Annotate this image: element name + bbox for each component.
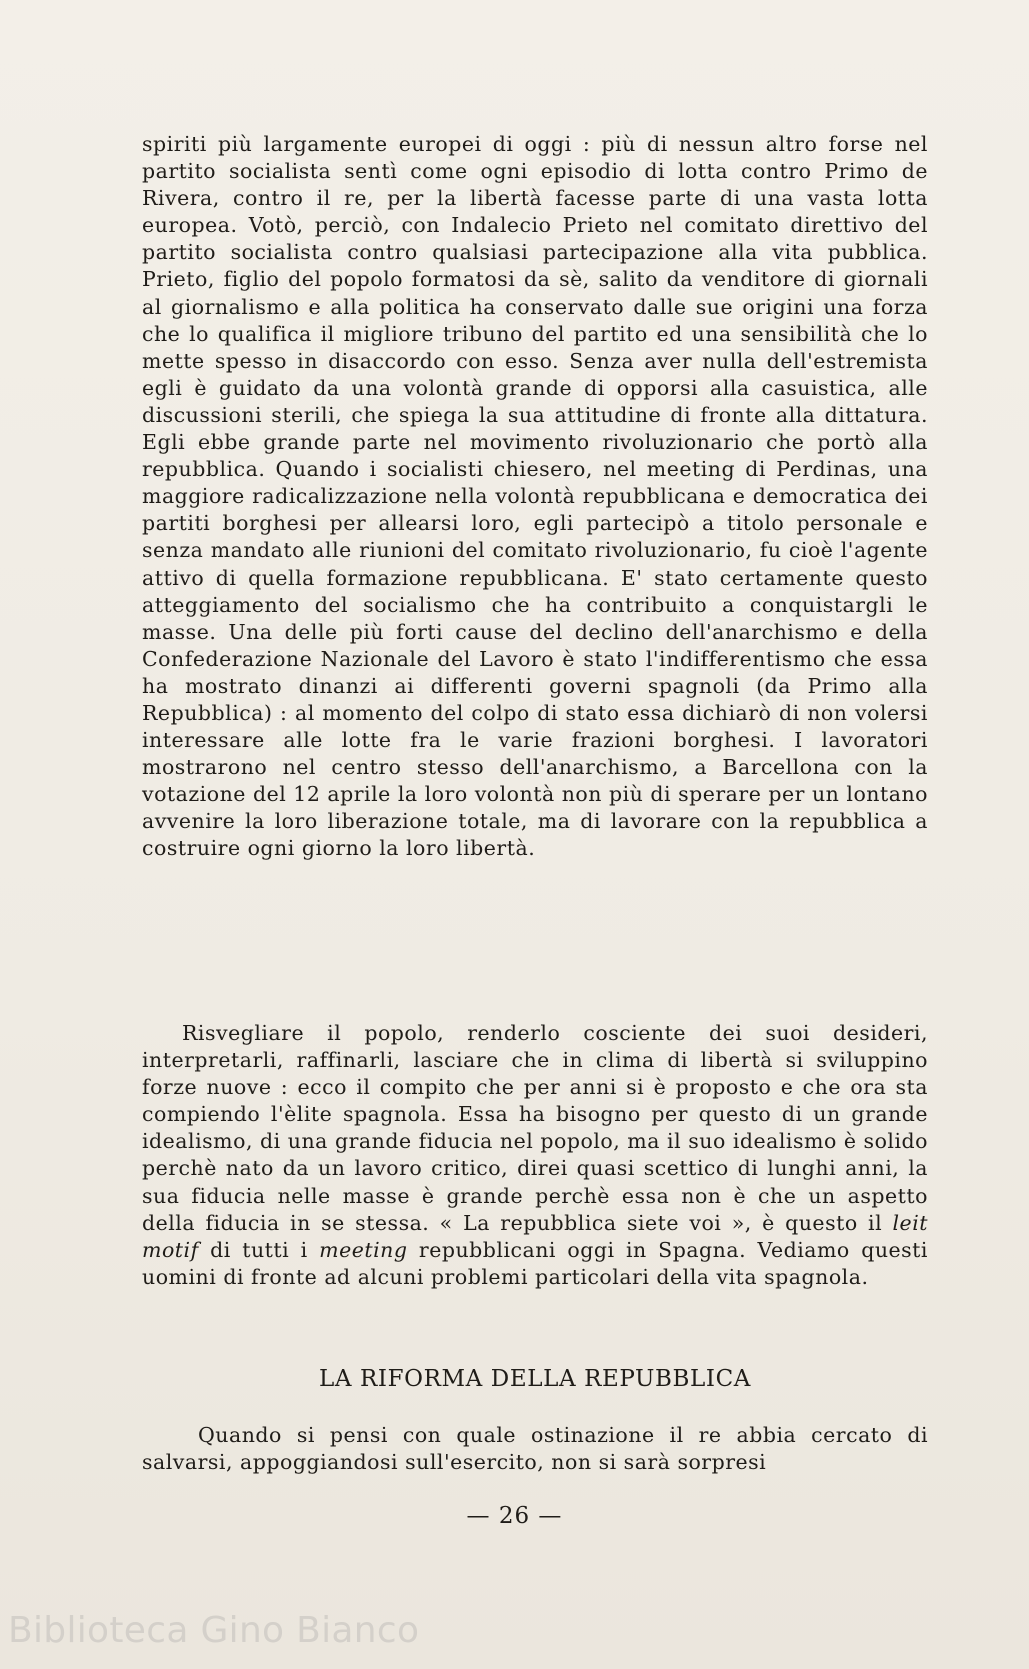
page-number: — 26 —: [466, 1503, 563, 1529]
italic-meeting: meeting: [319, 1237, 408, 1262]
paragraph-2-text-c: repubblicani oggi in Spagna. Vediamo questi uomini di fronte ad alcuni problemi particolari della vita spagnola.: [142, 1237, 928, 1289]
library-watermark: Biblioteca Gino Bianco: [8, 1610, 420, 1651]
italic-leit-motif: leit motif: [142, 1210, 928, 1262]
section-heading: LA RIFORMA DELLA REPUBBLICA: [318, 1366, 752, 1392]
body-paragraph-2: [142, 1020, 928, 1291]
paragraph-2-text-a: Risvegliare il popolo, renderlo cosciente dei suoi desideri, interpretarli, raffinarli, lasciare che in clima di libertà si sviluppino forze nuove : ecco il compito che per anni si è proposto e che ora sta compiendo l'èlite spagnola. Essa ha bisogno per questo di un grande idealismo, di una grande fiducia nel popolo, ma il suo idealismo è solido perchè nato da un lavoro critico, direi quasi scettico di lunghi anni, la sua fiducia nelle masse è grande perchè essa non è che un aspetto della fiducia in se stessa. « La repubblica siete voi », è questo il: [142, 1021, 928, 1235]
body-paragraph-3: Quando si pensi con quale ostinazione il re abbia cercato di salvarsi, appoggiandosi sull'esercito, non si sarà sorpresi: [142, 1423, 928, 1475]
body-paragraph-1: spiriti più largamente europei di oggi : più di nessun altro forse nel partito socialista sentì come ogni episodio di lotta contro Primo de Rivera, contro il re, per la libertà facesse parte di una vasta lotta europea. Votò, perciò, con Indalecio Prieto nel comitato direttivo del partito socialista contro qualsiasi partecipazione alla vita pubblica. Prieto, figlio del popolo formatosi da sè, salito da venditore di giornali al giornalismo e alla politica ha conservato dalle sue origini una forza che lo qualifica il migliore tribuno del partito ed una sensibilità che lo mette spesso in disaccordo con esso. Senza aver nulla dell'estremista egli è guidato da una volontà grande di opporsi alla casuistica, alle discussioni sterili, che spiega la sua attitudine di fronte alla dittatura. Egli ebbe grande parte nel movimento rivoluzionario che portò alla repubblica. Quando i socialisti chiesero, nel meeting di Perdinas, una maggiore radicalizzazione nella volontà repubblicana e democratica dei partiti borghesi per allearsi loro, egli partecipò a titolo personale e senza mandato alle riunioni del comitato rivoluzionario, fu cioè l'agente attivo di quella formazione repubblicana. E' stato certamente questo atteggiamento del socialismo che ha contribuito a conquistargli le masse. Una delle più forti cause del declino dell'anarchismo e della Confederazione Nazionale del Lavoro è stato l'indifferentismo che essa ha mostrato dinanzi ai differenti governi spagnoli (da Primo alla Repubblica) : al momento del colpo di stato essa dichiarò di non volersi interessare alle lotte fra le varie frazioni borghesi. I lavoratori mostrarono nel centro stesso dell'anarchismo, a Barcellona con la votazione del 12 aprile la loro volontà non più di sperare per un lontano avvenire la loro liberazione totale, ma di lavorare con la repubblica a costruire ogni giorno la loro libertà.: [142, 132, 928, 861]
paragraph-2-text-b: di tutti i: [210, 1237, 308, 1262]
